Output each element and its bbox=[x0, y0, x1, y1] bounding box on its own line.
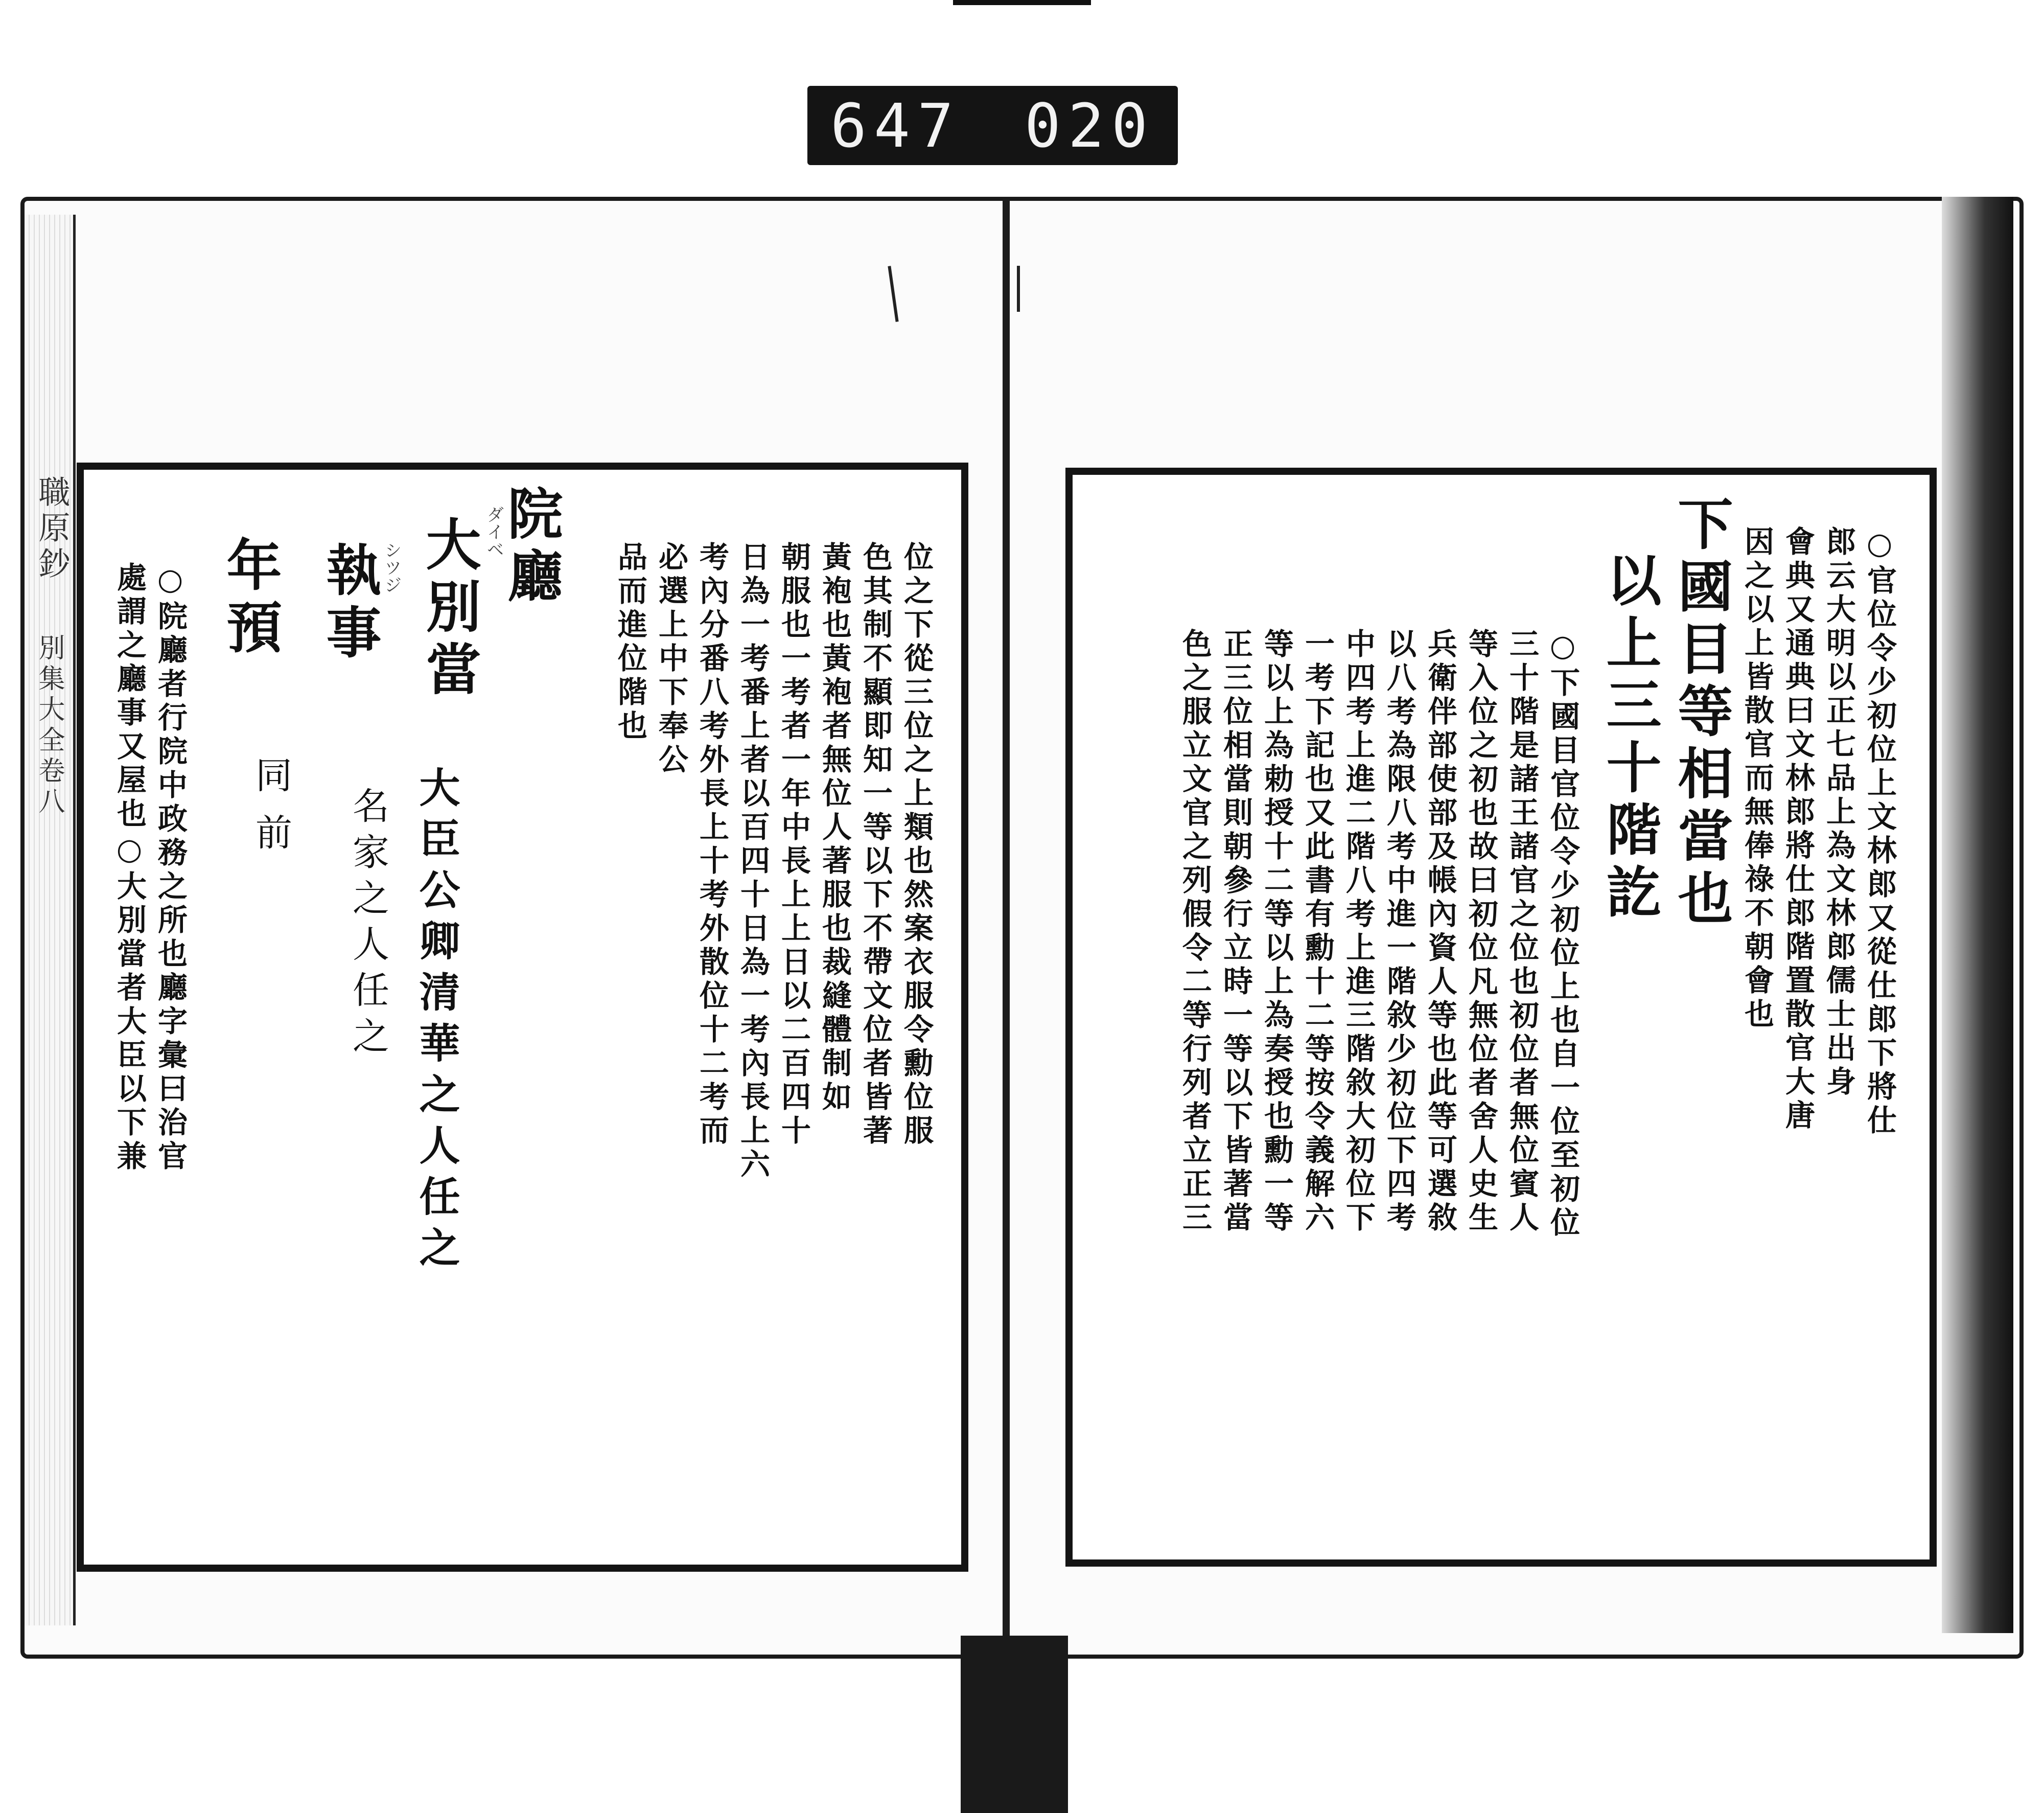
left-page-column-8: 品而進位階也 bbox=[613, 541, 647, 744]
film-top-tab bbox=[953, 0, 1091, 5]
film-frame-number: 020 bbox=[1024, 90, 1155, 161]
right-page-column-15: 正三位相當則朝參行立時一等以下皆著當 bbox=[1218, 628, 1253, 1235]
heading-daibettou: 大別當 bbox=[416, 516, 481, 703]
right-page-column-1: ○官位令少初位上文林郎又從仕郎下將仕 bbox=[1862, 526, 1897, 1138]
left-page-closing-column-2: 處謂之廳事又屋也○大別當者大臣以下兼 bbox=[112, 562, 147, 1174]
right-page-column-3: 會典又通典曰文林郎將仕郎階置散官大唐 bbox=[1780, 526, 1815, 1133]
left-page-margin-title-tail: 別集大全卷八 bbox=[34, 634, 64, 818]
text-shitsuji: 名家之人任之 bbox=[346, 787, 389, 1063]
left-page-column-4: 朝服也一考者一年中長上上日以二百四十 bbox=[776, 541, 811, 1149]
left-page-closing-column-1: ○院廳者行院中政務之所也廳字彙曰治官 bbox=[153, 562, 188, 1174]
right-page-heading-ijou-sanjukai: 以上三十階訖 bbox=[1597, 552, 1661, 926]
heading-inchou: 院廳 bbox=[498, 485, 563, 610]
heading-shitsuji: 執事 bbox=[317, 541, 381, 666]
right-page-column-2: 郎云大明以正七品上為文林郎儒士出身 bbox=[1821, 526, 1856, 1099]
left-page-text-block bbox=[77, 463, 968, 1572]
heading-nenyo: 年預 bbox=[217, 536, 282, 661]
film-bottom-strip bbox=[961, 1636, 1068, 1813]
film-reel-number: 647 bbox=[830, 90, 961, 161]
ruby-shitsuji: シツジ bbox=[381, 541, 402, 593]
right-page-column-8: 三十階是諸王諸官之位也初位者無位賓人 bbox=[1504, 628, 1539, 1235]
left-page-column-7: 必選上中下奉公 bbox=[654, 541, 688, 777]
right-page-column-11: 以八考為限八考中進一階敘少初位下四考 bbox=[1382, 628, 1416, 1235]
right-page-heading-simokuni-me: 下國目等相當也 bbox=[1668, 495, 1733, 932]
pencil-mark bbox=[1017, 266, 1020, 312]
left-page-column-2: 色其制不顯即知一等以下不帶文位者皆著 bbox=[858, 541, 893, 1149]
right-page-column-9: 等入位之初也故曰初位凡無位者舍人史生 bbox=[1464, 628, 1498, 1235]
right-page-text-block bbox=[1065, 468, 1937, 1567]
right-page-column-13: 一考下記也又此書有勳十二等按令義解六 bbox=[1300, 628, 1335, 1235]
left-page-column-5: 日為一考番上者以百四十日為一考內長上六 bbox=[735, 541, 770, 1182]
right-page-column-7: ○下國目官位令少初位上也自一位至初位 bbox=[1545, 628, 1580, 1241]
left-page-margin-title: 職原鈔 bbox=[33, 475, 71, 583]
microfilm-frame-label bbox=[807, 86, 1178, 165]
right-page-column-12: 中四考上進二階八考上進三階敘大初位下 bbox=[1341, 628, 1376, 1235]
book-cover-edge-right bbox=[1942, 197, 2013, 1633]
left-page-column-3: 黃袍也黃袍者無位人著服也裁縫體制如 bbox=[817, 541, 852, 1115]
right-page-column-16: 色之服立文官之列假令二等行列者立正三 bbox=[1177, 628, 1212, 1235]
ruby-daibettou: ダイベ bbox=[483, 506, 504, 558]
text-nenyo: 同前 bbox=[249, 756, 292, 870]
book-spine bbox=[1003, 199, 1010, 1646]
left-page-column-1: 位之下從三位之上類也然案衣服令勳位服 bbox=[899, 541, 934, 1149]
text-daibettou: 大臣公卿清華之人任之 bbox=[412, 766, 460, 1277]
right-page-column-14: 等以上為勅授十二等以上為奏授也勳一等 bbox=[1259, 628, 1294, 1235]
left-page-column-6: 考內分番八考外長上十考外散位十二考而 bbox=[694, 541, 729, 1149]
book-page-edges-left bbox=[25, 215, 76, 1625]
right-page-column-10: 兵衛伴部使部及帳內資人等也此等可選敘 bbox=[1423, 628, 1457, 1235]
right-page-column-4: 因之以上皆散官而無俸祿不朝會也 bbox=[1739, 526, 1774, 1032]
